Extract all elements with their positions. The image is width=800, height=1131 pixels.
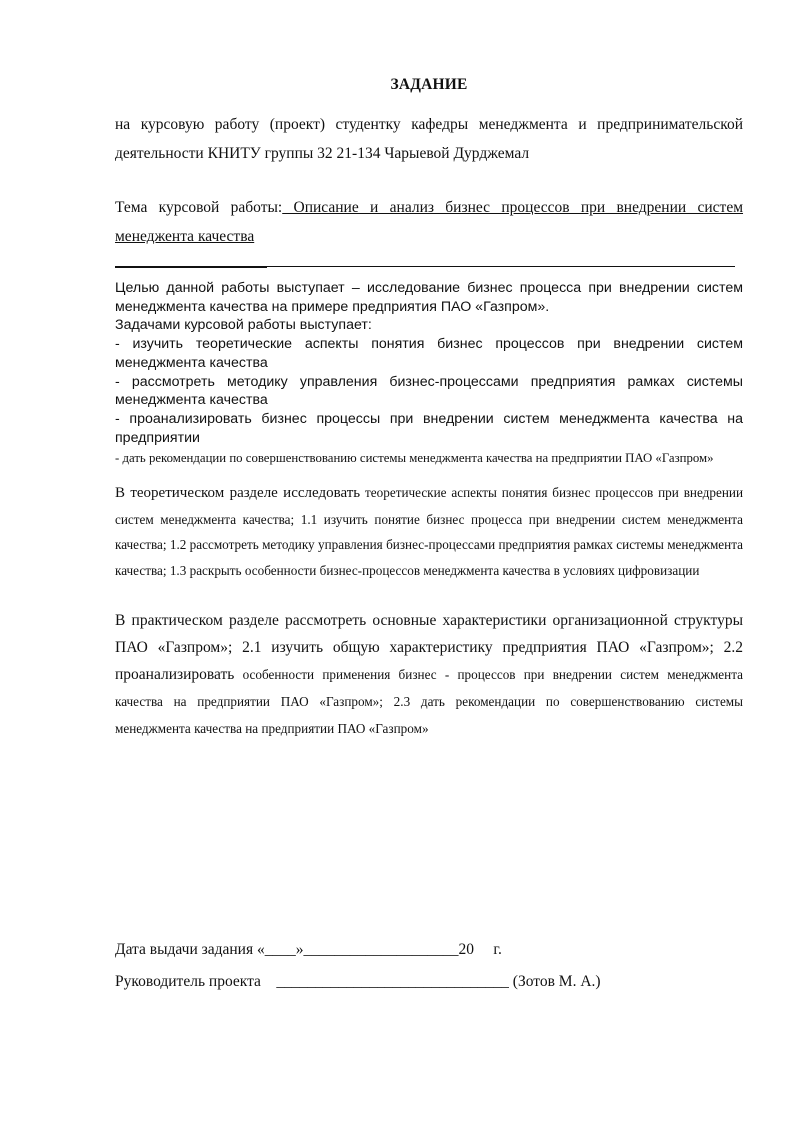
goals-section [115,279,743,467]
theme-label: Тема курсовой работы: [115,199,283,216]
practice-lead: В практическом разделе рассмотреть основные характеристики организационной структуры ПАО «Газпром»; 2.1 изучить общую характеристику предприятия ПАО «Газпром»; 2.2 проанализировать [115,612,743,683]
task-item-text: дать рекомендации по совершенствованию системы менеджмента качества на предприятии ПАО «Газпром» [119,451,714,465]
theory-lead: В теоретическом разделе исследовать [115,485,361,501]
task-item: - проанализировать бизнес процессы при внедрении систем менеджмента качества на предприятии [115,411,743,446]
course-theme [115,193,743,251]
divider-thick [115,266,267,268]
tasks-heading: Задачами курсовой работы выступает: [115,317,372,333]
assignment-paragraph: на курсовую работу (проект) студентку кафедры менеджмента и предпринимательской деятельности КНИТУ группы 32 21-134 Чарыевой Дурджемал [115,116,743,162]
aim-paragraph: Целью данной работы выступает – исследование бизнес процесса при внедрении систем менеджмента качества на примере предприятия ПАО «Газпром». [115,280,743,315]
theory-text: теоретические аспекты понятия бизнес процессов при внедрении систем менеджмента качества; 1.1 изучить понятие бизнес процесса при внедрении систем менеджмента качества; 1.2 рассмотреть методику управления бизнес-процессами предприятия рамках системы менеджмента качества; 1.3 раскрыть особенности бизнес-процессов менеджмента качества в условиях цифровизации [115,485,744,578]
supervisor-line: Руководитель проекта ______________________________ (Зотов М. А.) [115,973,601,990]
theory-section [115,480,743,583]
issue-date-line: Дата выдачи задания «____»____________________20 г. [115,941,502,958]
theme-topic: Описание и анализ бизнес процессов при внедрении систем менеджента качества [115,199,744,245]
task-item: - изучить теоретические аспекты понятия бизнес процессов при внедрении систем менеджмента качества [115,336,743,371]
document-title: ЗАДАНИЕ [390,76,468,93]
divider-line [267,266,735,267]
practice-text: особенности применения бизнес - процессов при внедрении систем менеджмента качества на предприятии ПАО «Газпром»; 2.3 дать рекомендации по совершенствованию системы менеджмента качества на предприятии ПАО «Газпром» [115,667,743,736]
task-item: - рассмотреть методику управления бизнес-процессами предприятия рамках системы менеджмента качества [115,373,743,408]
task-item [115,449,743,467]
task-dash: - [115,451,120,465]
practice-section [115,607,743,742]
